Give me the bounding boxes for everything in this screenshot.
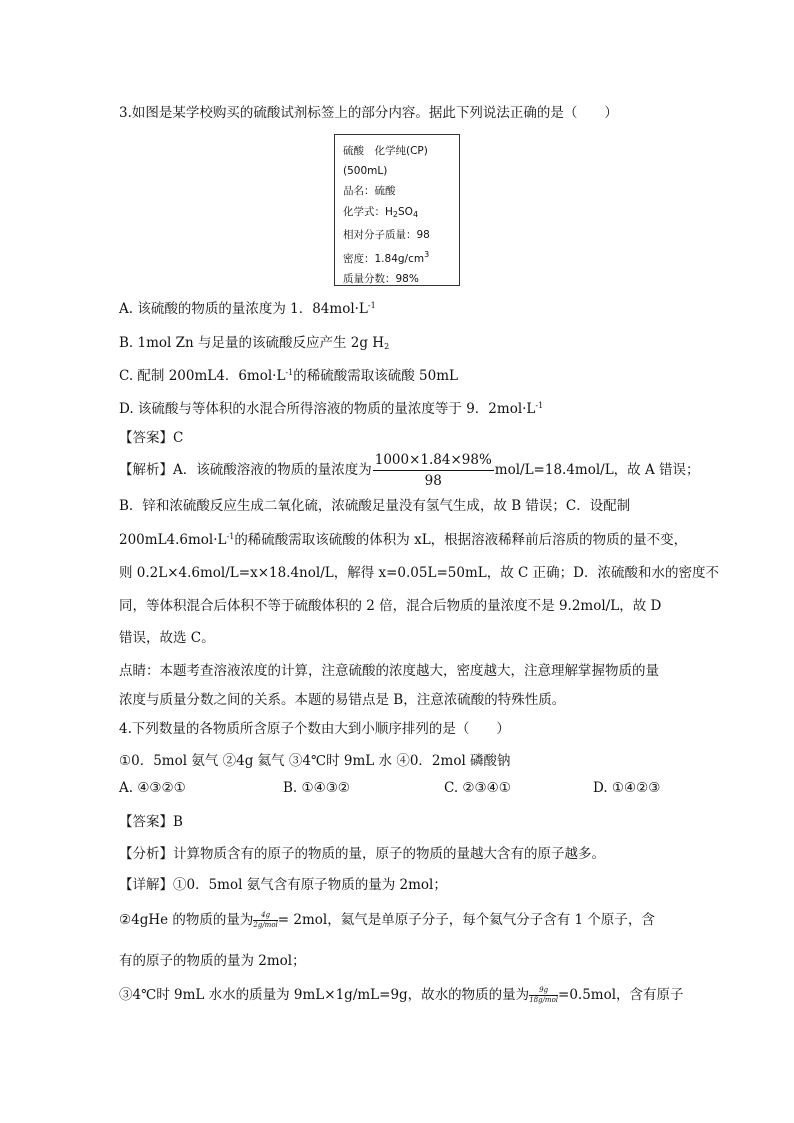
q3-analysis-line-1: 【解析】A．该硫酸溶液的物质的量浓度为 $\frac{1000\times 1.84\times 98\%}{98}$ mol/L=18.4mol/L，故 A 错误；: [119, 452, 700, 489]
q3-analysis-line-5: 同，等体积混合后体积不等于硫酸体积的 2 倍，混合后物质的量浓度不是 9.2mol/L，故 D: [119, 598, 662, 614]
reagent-label: [334, 134, 460, 286]
q4-detail-1: 【详解】①0．5mol 氨气含有原子物质的量为 2mol；: [119, 877, 447, 893]
label-line-6: 密度：$1.84g/cm^3$: [343, 250, 430, 266]
q3-analysis-line-4: 则 0.2L×4.6mol/L=x×18.4nol/L，解得 x=0.05L=50mL，故 C 正确；D．浓硫酸和水的密度不: [119, 565, 719, 581]
label-line-1: 硫酸 化学纯(CP): [343, 145, 428, 157]
molarity-fraction: $\frac{1000\times 1.84\times 98\%}{98}$: [374, 452, 492, 489]
q3-note-line-1: 点睛：本题考查溶液浓度的计算，注意硫酸的浓度越大，密度越大，注意理解掌握物质的量: [119, 663, 659, 679]
q3-analysis-line-6: 错误，故选 C。: [119, 630, 215, 646]
q4-detail-2: ②4gHe 的物质的量为 $\frac{4g}{\text{2g/mol}}$ = 2mol，氦气是单原子分子，每个氦气分子含有 1 个原子，含: [119, 911, 655, 929]
label-line-4: 化学式：$H_2SO_4$: [343, 205, 419, 219]
q4-stem: 4.下列数量的各物质所含原子个数由大到小顺序排列的是（ ）: [119, 721, 510, 737]
q4-option-a: A. ④③②①: [119, 780, 186, 796]
label-line-2: (500mL): [343, 165, 388, 178]
q3-analysis-line-2: B．锌和浓硫酸反应生成二氧化硫，浓硫酸足量没有氢气生成，故 B 错误；C．设配制: [119, 498, 631, 514]
q3-option-b: B. 1mol Zn 与足量的该硫酸反应产生 2g $H_2$: [119, 335, 390, 351]
he-fraction: $\frac{4g}{\text{2g/mol}}$: [253, 911, 278, 929]
q4-detail-2b: 有的原子的物质的量为 2mol；: [119, 953, 306, 969]
q3-note-line-2: 浓度与质量分数之间的关系。本题的易错点是 B，注意浓硫酸的特殊性质。: [119, 692, 566, 708]
label-line-3: 品名：硫酸: [343, 185, 396, 198]
q4-detail-3: ③4℃时 9mL 水水的质量为 9mL×1g/mL=9g，故水的物质的量为 $\frac{9g}{\text{18g/mol}}$ =0.5mol，含有原子: [119, 986, 684, 1004]
q3-option-a: A. 该硫酸的物质的量浓度为 1．$84mol\cdot L^{-1}$: [119, 301, 376, 317]
q3-analysis-line-3: $200mL4.6mol\cdot L^{-1}$的稀硫酸需取该硫酸的体积为 xL，根据溶液稀释前后溶质的物质的量不变，: [119, 532, 688, 548]
q3-stem: 3.如图是某学校购买的硫酸试剂标签上的部分内容。据此下列说法正确的是（ ）: [119, 105, 618, 121]
q4-option-d: D. ①④②③: [593, 780, 661, 796]
q4-items: ①0．5mol 氨气 ②4g 氦气 ③4℃时 9mL 水 ④0．2mol 磷酸钠: [119, 753, 511, 769]
water-fraction: $\frac{9g}{\text{18g/mol}}$: [529, 986, 559, 1004]
q4-answer: 【答案】B: [119, 814, 183, 830]
label-line-7: 质量分数：98%: [343, 273, 419, 286]
label-line-5: 相对分子质量：98: [343, 228, 430, 241]
q3-option-c: C. 配制 200mL4．$6mol\cdot L^{-1}$的稀硫酸需取该硫酸 50mL: [119, 368, 458, 384]
q3-option-d: D. 该硫酸与等体积的水混合所得溶液的物质的量浓度等于 9．$2mol\cdot L^{-1}$: [119, 401, 544, 417]
q4-option-c: C. ②③④①: [444, 780, 511, 796]
q4-option-b: B. ①④③②: [283, 780, 350, 796]
q3-answer: 【答案】C: [119, 430, 184, 446]
q4-analysis: 【分析】计算物质含有的原子的物质的量，原子的物质的量越大含有的原子越多。: [119, 846, 605, 862]
